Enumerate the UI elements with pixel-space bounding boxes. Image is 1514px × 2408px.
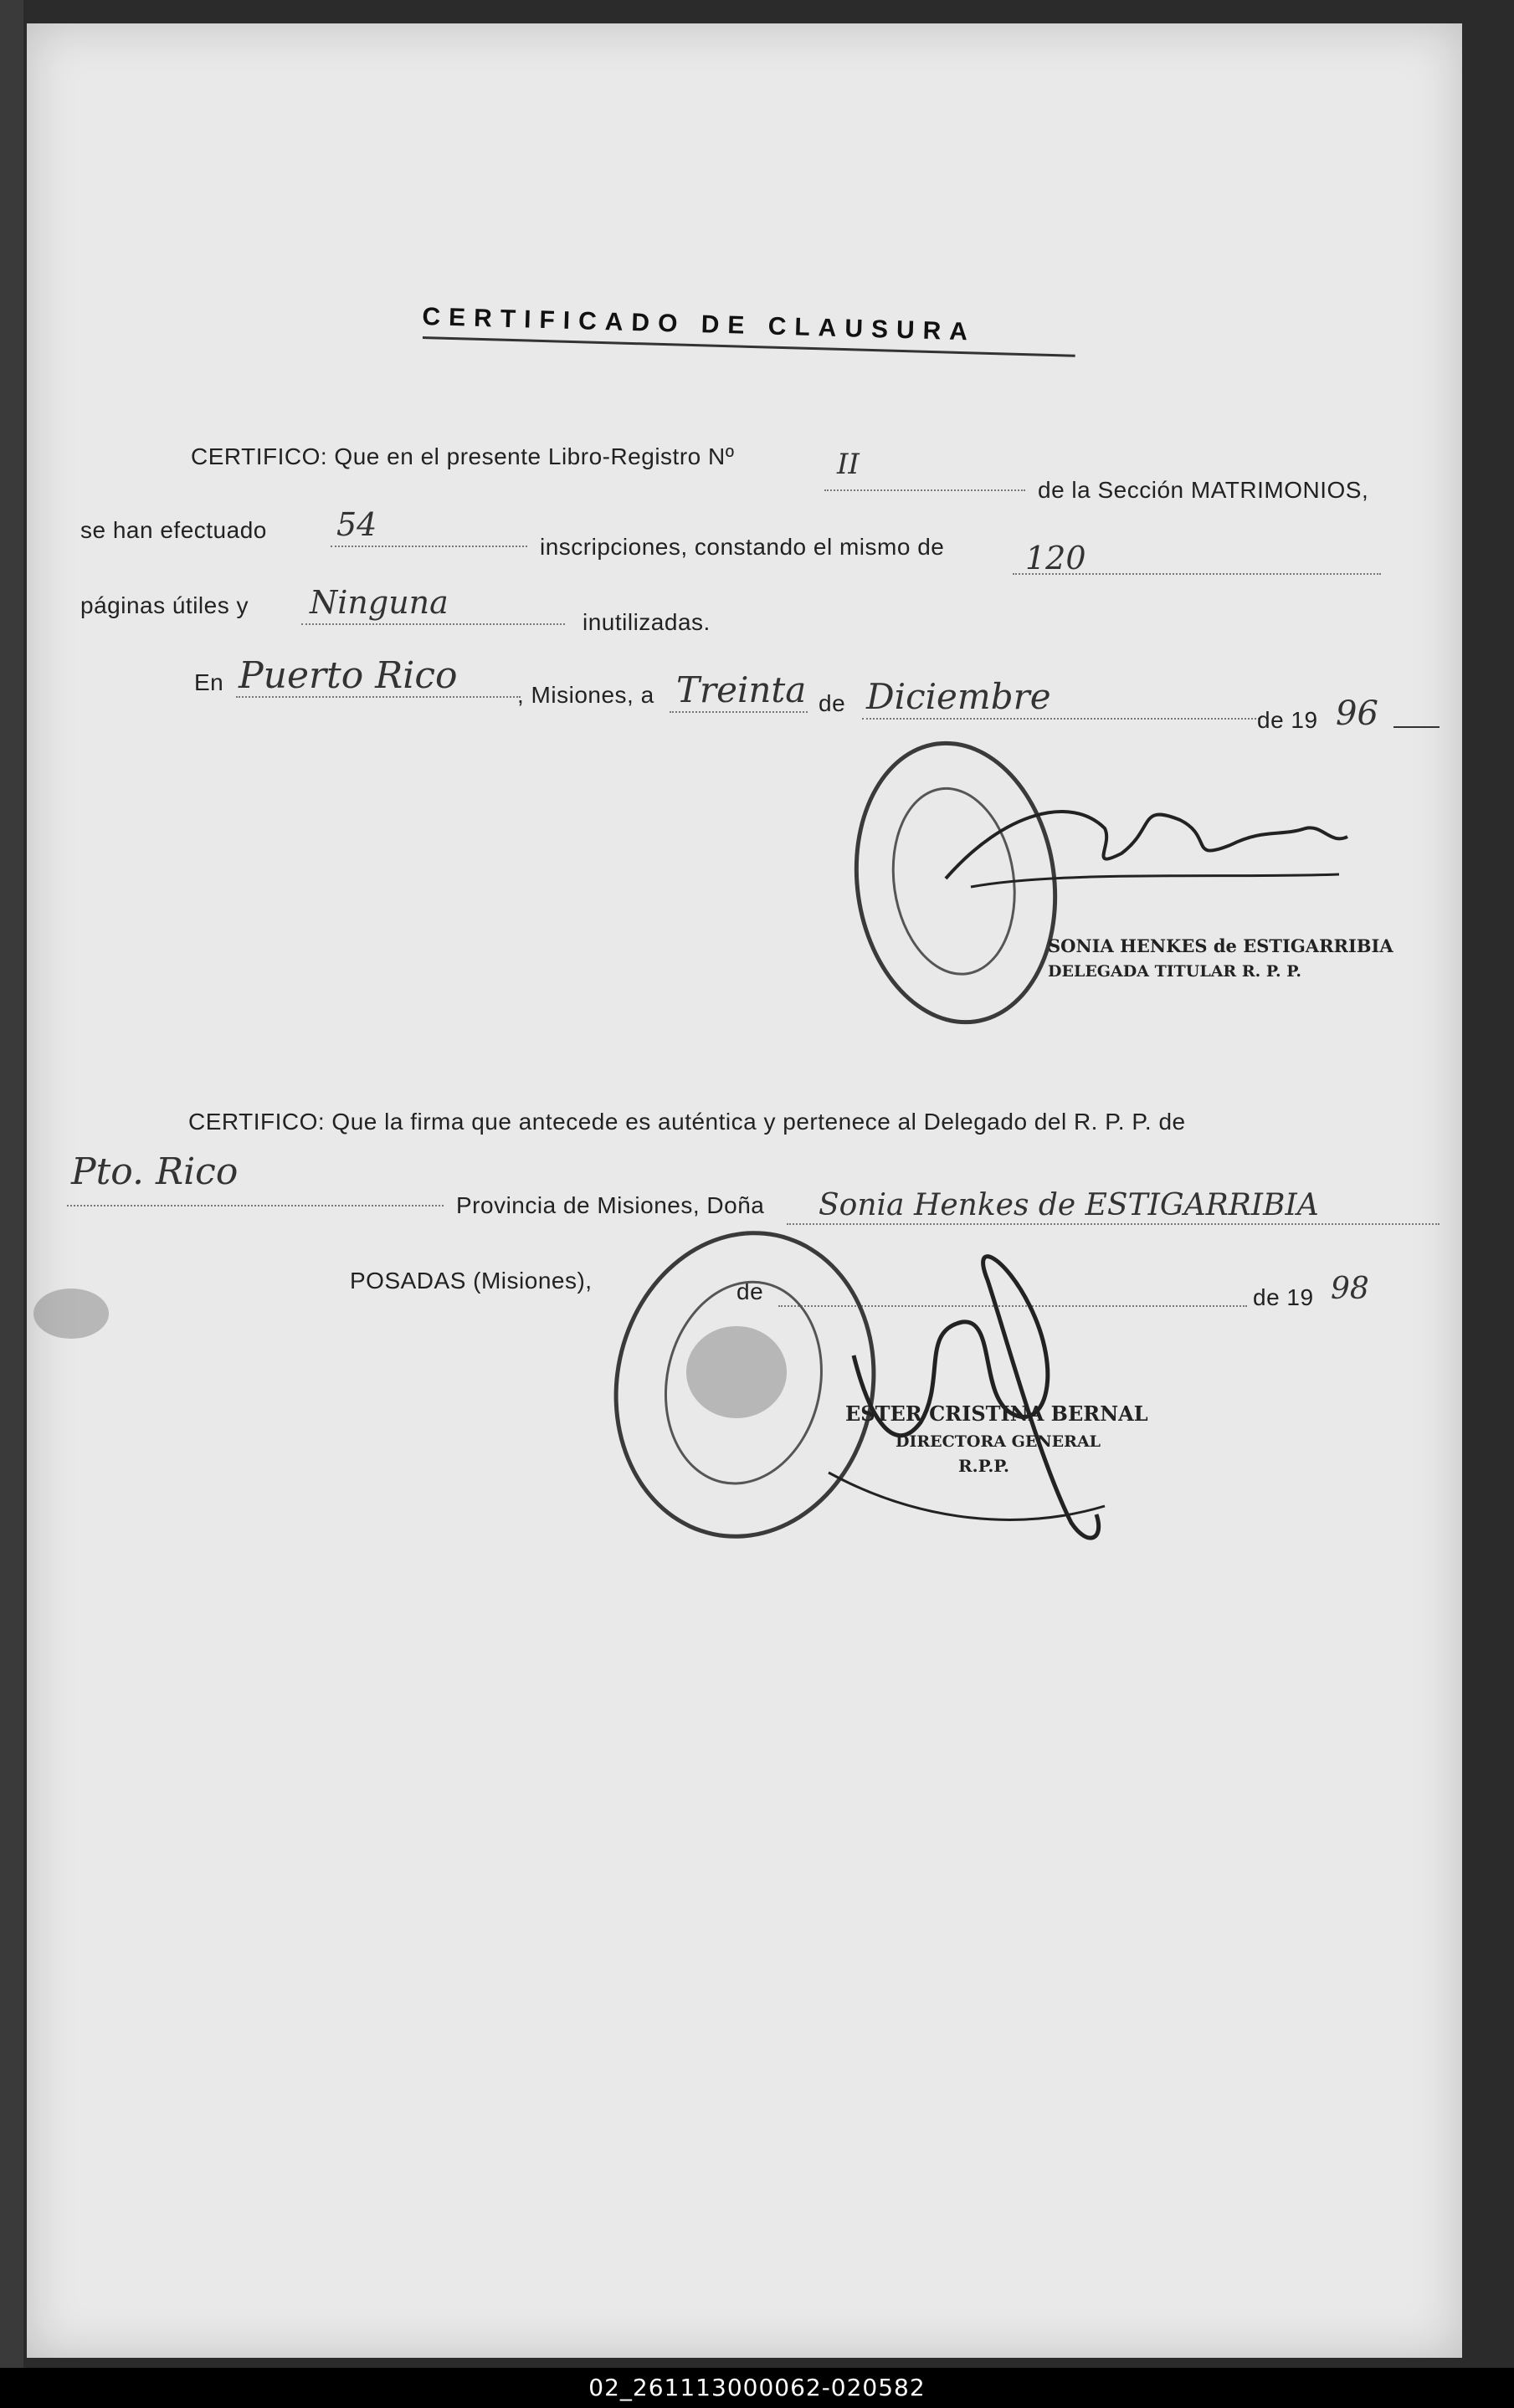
cert1-line2-text: se han efectuado: [80, 517, 267, 543]
cert1-line3-inutilizadas: inutilizadas.: [583, 609, 711, 635]
scan-footer-id: 02_261113000062-020582: [0, 2368, 1514, 2408]
month-value: Diciembre: [866, 676, 1051, 717]
cert2-line2-text: Provincia de Misiones, Doña: [456, 1192, 765, 1218]
signatory2-title: DIRECTORA GENERAL: [896, 1432, 1101, 1451]
cert1-line1-text: CERTIFICO: Que en el presente Libro-Registro Nº: [191, 443, 735, 469]
book-spine: [0, 0, 23, 2368]
inscripciones-number: 54: [336, 506, 377, 543]
place-line: [236, 696, 521, 698]
cert2-line3-de: de: [736, 1278, 764, 1304]
cert1-line4-misiones: , Misiones, a: [517, 682, 654, 708]
day-line: [670, 711, 808, 713]
year-value: 96: [1336, 694, 1378, 733]
cert2-place-line: [67, 1205, 444, 1207]
cert1-line4-de19: de 19: [1257, 707, 1318, 733]
signatory2-org: R.P.P.: [958, 1456, 1009, 1476]
signature-ester-bernal: [820, 1205, 1121, 1556]
libro-number: II: [837, 448, 860, 481]
year-dash: [1393, 726, 1440, 728]
signature-sonia-henkes: [937, 778, 1356, 904]
month-line: [862, 718, 1260, 720]
cert2-line3-posadas: POSADAS (Misiones),: [350, 1268, 593, 1294]
place-value: Puerto Rico: [239, 654, 458, 697]
signatory2-name: ESTER CRISTINA BERNAL: [845, 1401, 1148, 1426]
document-title: CERTIFICADO DE CLAUSURA: [422, 303, 977, 346]
libro-number-line: [824, 489, 1025, 491]
cert2-delegado-value: Sonia Henkes de ESTIGARRIBIA: [819, 1188, 1319, 1222]
cert2-line3-de19: de 19: [1253, 1284, 1314, 1310]
coat-of-arms-emblem: [686, 1326, 787, 1418]
inutilizadas-line: [301, 623, 565, 625]
paginas-number: 120: [1025, 540, 1086, 576]
day-value: Treinta: [676, 669, 807, 710]
cert2-line1-text: CERTIFICO: Que la firma que antecede es auténtica y pertenece al Delegado del R. P. P. de: [188, 1109, 1186, 1135]
inscripciones-line: [331, 546, 527, 547]
paginas-line: [1013, 573, 1381, 575]
cert1-line2-constando: inscripciones, constando el mismo de: [540, 534, 945, 560]
cert1-line1-seccion: de la Sección MATRIMONIOS,: [1038, 477, 1369, 503]
scan-smudge: [33, 1289, 109, 1339]
cert2-place-value: Pto. Rico: [71, 1150, 239, 1193]
cert2-year-value: 98: [1331, 1272, 1369, 1306]
signatory1-name: SONIA HENKES de ESTIGARRIBIA: [1048, 935, 1393, 956]
inutilizadas-value: Ninguna: [310, 584, 449, 621]
cert1-line4-en: En: [194, 669, 224, 695]
signatory1-title: DELEGADA TITULAR R. P. P.: [1048, 962, 1301, 981]
cert1-line3-text: páginas útiles y: [80, 592, 249, 618]
cert1-line4-de: de: [819, 690, 846, 716]
